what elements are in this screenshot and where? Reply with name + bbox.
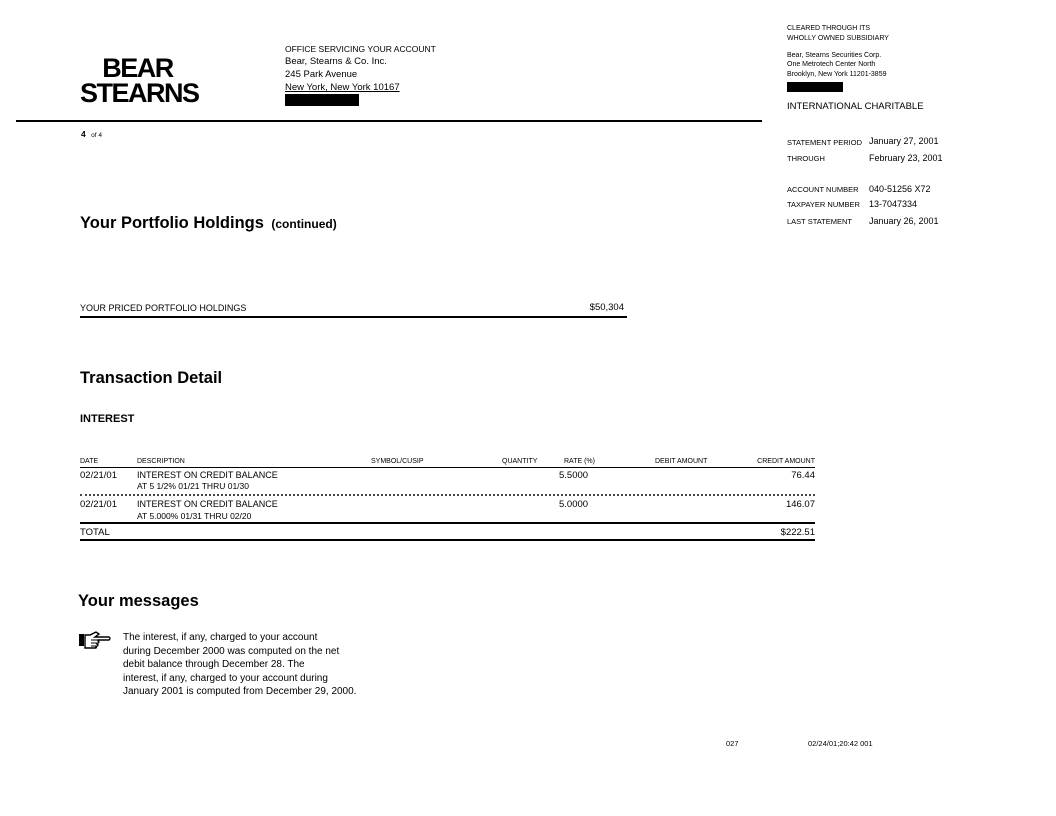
- clearing-line-2: WHOLLY OWNED SUBSIDIARY: [787, 35, 889, 42]
- clearing-city: Brooklyn, New York 11201-3859: [787, 71, 887, 78]
- transaction-detail-title: Transaction Detail: [80, 369, 223, 387]
- portfolio-title: Your Portfolio Holdings: [80, 214, 264, 232]
- portfolio-continued: (continued): [271, 217, 337, 231]
- through-label: THROUGH: [787, 154, 825, 163]
- last-statement-value: January 26, 2001: [869, 216, 939, 226]
- redaction-box: [787, 82, 843, 92]
- row-description-detail: AT 5 1/2% 01/21 THRU 01/30: [137, 481, 249, 491]
- col-rate: RATE (%): [564, 458, 595, 465]
- logo-line-1: BEAR: [102, 53, 173, 83]
- row-date: 02/21/01: [80, 499, 117, 510]
- redaction-box: [285, 94, 359, 106]
- priced-holdings-rule: [80, 316, 627, 318]
- logo-line-2: STEARNS: [80, 78, 199, 108]
- row-date: 02/21/01: [80, 470, 117, 481]
- col-quantity: QUANTITY: [502, 458, 538, 465]
- office-name: Bear, Stearns & Co. Inc.: [285, 56, 387, 67]
- message-line: January 2001 is computed from December 29, 2000.: [123, 686, 357, 697]
- row-rate: 5.5000: [559, 470, 589, 481]
- message-text: [123, 631, 356, 699]
- last-statement-label: LAST STATEMENT: [787, 217, 853, 226]
- message-line: during December 2000 was computed on the net: [123, 645, 340, 657]
- priced-holdings-label: YOUR PRICED PORTFOLIO HOLDINGS: [80, 303, 247, 313]
- row-credit: 146.07: [785, 499, 815, 510]
- messages-title: Your messages: [78, 592, 199, 610]
- row-description: INTEREST ON CREDIT BALANCE: [137, 499, 278, 509]
- taxpayer-number-label: TAXPAYER NUMBER: [787, 200, 860, 209]
- header-rule: [16, 120, 762, 122]
- interest-section-label: INTEREST: [80, 413, 135, 425]
- page-of: of 4: [91, 132, 102, 139]
- pointing-hand-icon: [78, 630, 112, 650]
- total-label: TOTAL: [80, 527, 110, 538]
- total-value: $222.51: [780, 527, 815, 538]
- taxpayer-number-value: 13-7047334: [869, 199, 918, 209]
- total-rule-bottom: [80, 539, 815, 541]
- message-line: interest, if any, charged to your account during: [123, 672, 328, 684]
- message-line: debit balance through December 28. The: [123, 659, 305, 670]
- row-credit: 76.44: [791, 470, 815, 481]
- bear-stearns-logo: [80, 53, 199, 108]
- col-debit: DEBIT AMOUNT: [655, 458, 708, 465]
- row-description-detail: AT 5.000% 01/31 THRU 02/20: [137, 511, 252, 521]
- total-rule-top: [80, 522, 815, 524]
- clearing-line-1: CLEARED THROUGH ITS: [787, 25, 871, 32]
- portfolio-heading: [80, 214, 337, 233]
- footer-code: 027: [726, 739, 739, 748]
- account-number-label: ACCOUNT NUMBER: [787, 185, 859, 194]
- page-indicator: [81, 129, 102, 139]
- col-date: DATE: [80, 458, 99, 465]
- row-divider: [80, 494, 815, 496]
- message-line: The interest, if any, charged to your account: [123, 632, 318, 643]
- account-number-value: 040-51256 X72: [869, 184, 931, 194]
- through-value: February 23, 2001: [869, 153, 943, 163]
- clearing-name: Bear, Stearns Securities Corp.: [787, 52, 882, 59]
- row-description: INTEREST ON CREDIT BALANCE: [137, 470, 278, 480]
- row-rate: 5.0000: [559, 499, 589, 510]
- office-heading: OFFICE SERVICING YOUR ACCOUNT: [285, 44, 436, 54]
- clearing-street: One Metrotech Center North: [787, 61, 876, 68]
- col-description: DESCRIPTION: [137, 458, 185, 465]
- col-credit: CREDIT AMOUNT: [757, 458, 815, 465]
- col-symbol: SYMBOL/CUSIP: [371, 458, 424, 465]
- account-name: INTERNATIONAL CHARITABLE: [787, 101, 924, 112]
- priced-holdings-value: $50,304: [589, 302, 624, 313]
- footer-timestamp: 02/24/01;20:42 001: [808, 739, 873, 748]
- statement-period-value: January 27, 2001: [869, 136, 939, 146]
- statement-period-label: STATEMENT PERIOD: [787, 138, 863, 147]
- page-number: 4: [81, 129, 86, 139]
- office-street: 245 Park Avenue: [285, 69, 358, 80]
- table-header-rule: [80, 467, 815, 468]
- office-city: New York, New York 10167: [285, 82, 400, 93]
